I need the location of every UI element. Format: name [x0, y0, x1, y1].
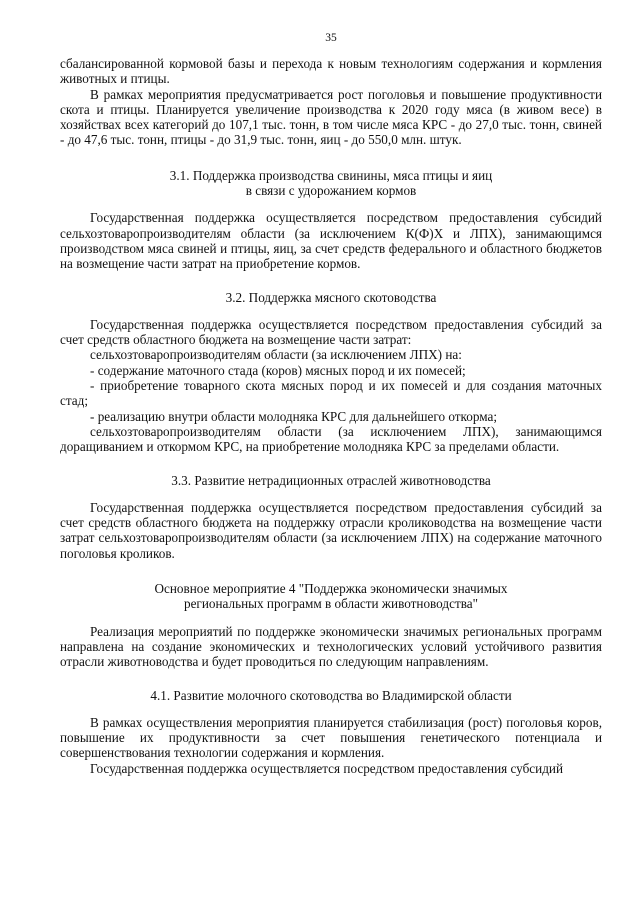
paragraph-meat-production-plan: В рамках мероприятия предусматривается рост поголовья и повышение продуктивности скота и птицы. Планируется увеличение производства к 2020 году мяса (в живом весе) в хозяйствах всех категорий до 107,1 тыс. тонн, в том числе мяса КРС - до 27,0 тыс. тонн, свиней - до 47,6 тыс. тонн, птицы - до 31,9 тыс. тонн, яиц - до 550,0 млн. штук. [60, 86, 602, 148]
paragraph-intro-continuation: сбалансированной кормовой базы и перехода к новым технологиям содержания и кормления животных и птицы. [60, 56, 602, 87]
heading-line: в связи с удорожанием кормов [245, 183, 417, 199]
paragraph-state-support: Государственная поддержка осуществляется посредством предоставления субсидий [90, 760, 564, 776]
heading-line: Основное мероприятие 4 "Поддержка экономически значимых [154, 581, 508, 597]
heading-line: региональных программ в области животноводства" [183, 596, 479, 612]
paragraph-list-intro: сельхозтоваропроизводителям области (за исключением ЛПХ) на: [90, 347, 462, 363]
paragraph-rabbit-breeding: Государственная поддержка осуществляется посредством предоставления субсидий за счет средств областного бюджета на поддержку отрасли кролиководства на возмещение части затрат сельхозтоваропроизводителям области (за исключением ЛПХ) на содержание маточного поголовья кроликов. [60, 499, 602, 561]
section-heading-4-1 [60, 688, 602, 703]
heading-line: 4.1. Развитие молочного скотоводства во Владимирской области [150, 687, 512, 703]
page-number: 35 [325, 32, 337, 44]
paragraph-regional-programs: Реализация мероприятий по поддержке экономически значимых региональных программ направлена на создание экономических и технологических условий устойчивого развития отрасли животноводства и будет проводиться по следующим направлениям. [60, 623, 602, 670]
section-heading-3-3 [60, 473, 602, 488]
section-heading-4 [60, 581, 602, 612]
section-heading-3-1 [60, 168, 602, 199]
heading-line: 3.2. Поддержка мясного скотоводства [225, 289, 437, 305]
list-item: - содержание маточного стада (коров) мясных пород и их помесей; [90, 362, 466, 378]
paragraph-feed-subsidy: Государственная поддержка осуществляется посредством предоставления субсидий сельхозтоваропроизводителям области (за исключением К(Ф)Х и ЛПХ), занимающимся производством мяса свиней и птицы, яиц, за счет средств федерального и областного бюджетов на возмещение части затрат на приобретение кормов. [60, 210, 602, 272]
list-item: - приобретение товарного скота мясных пород и их помесей и для создания маточных стад; [60, 378, 602, 409]
paragraph-beef-subsidy: Государственная поддержка осуществляется посредством предоставления субсидий за счет средств областного бюджета на возмещение части затрат: [60, 316, 602, 348]
heading-line: 3.3. Развитие нетрадиционных отраслей животноводства [171, 472, 491, 488]
section-heading-3-2 [60, 290, 602, 305]
list-item: - реализацию внутри области молодняка КРС для дальнейшего откорма; [90, 408, 498, 424]
heading-line: 3.1. Поддержка производства свинины, мяса птицы и яиц [169, 167, 493, 183]
paragraph-dairy-stabilization: В рамках осуществления мероприятия планируется стабилизация (рост) поголовья коров, повышение их продуктивности за счет повышения генетического потенциала и совершенствования технологии содержания и кормления. [60, 714, 602, 761]
paragraph-fattening: сельхозтоваропроизводителям области (за исключением ЛПХ), занимающимся доращиванием и откормом КРС, на приобретение молодняка КРС за пределами области. [60, 423, 602, 455]
